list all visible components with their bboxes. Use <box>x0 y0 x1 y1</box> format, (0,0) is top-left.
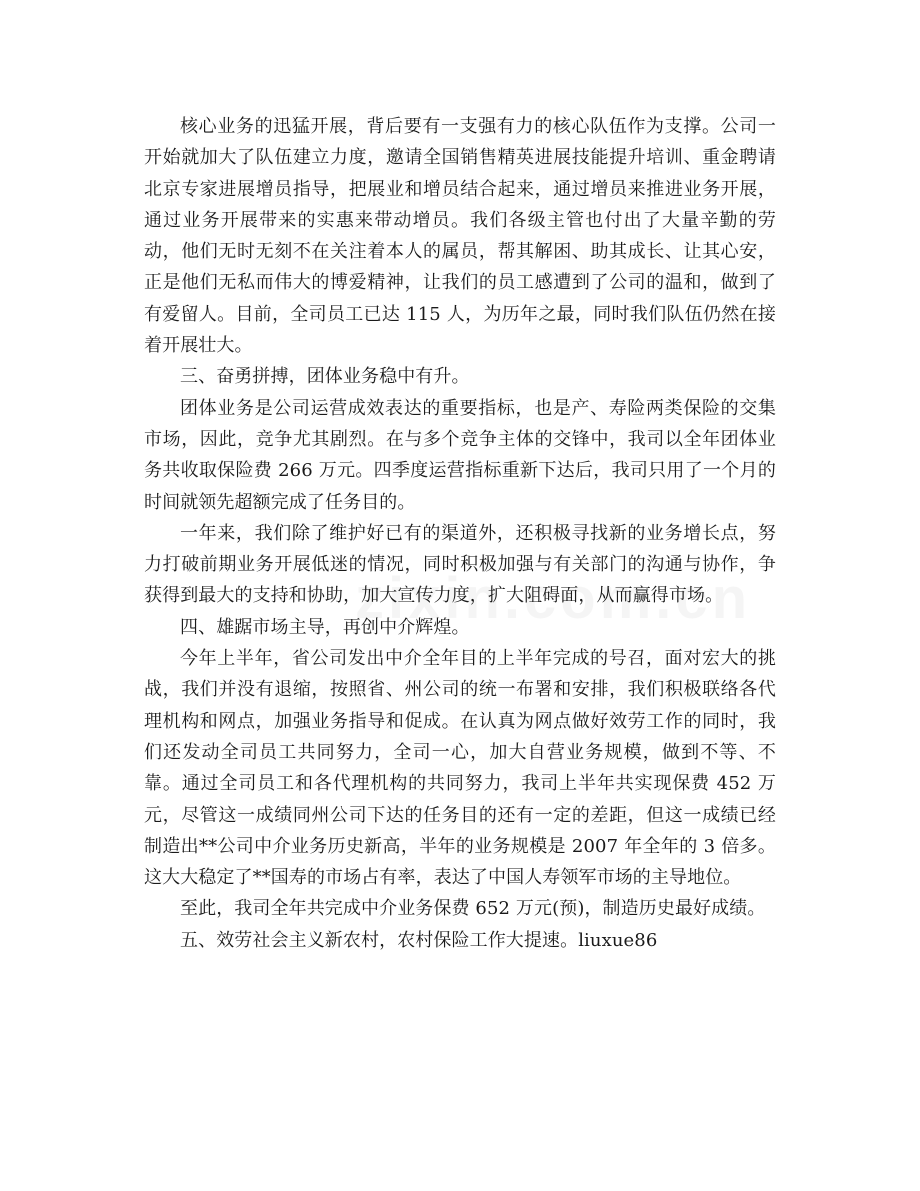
paragraph-annual-premium: 至此，我司全年共完成中介业务保费 652 万元(预)，制造历史最好成绩。 <box>180 898 766 920</box>
paragraph-intermediary: 今年上半年，省公司发出中介全年目的上半年完成的号召，面对宏大的挑战，我们并没有退缩，按照省、州公司的统一布署和安排，我们积极联络各代理机构和网点，加强业务指导和促成。在认真为网点做好效劳工作的同时，我们还发动全司员工共同努力，全司一心，加大自营业务规模，做到不等、不靠。通过全司员工和各代理机构的共同努力，我司上半年共实现保费 452 万元，尽管这一成绩同州公司下达的任务目的还有一定的差距，但这一成绩已经制造出**公司中介业务历史新高，半年的业务规模是 2007 年全年的 3 倍多。这大大稳定了**国寿的市场占有率，表达了中国人寿领军市场的主导地位。 <box>144 648 776 889</box>
paragraph-core-team: 核心业务的迅猛开展，背后要有一支强有力的核心队伍作为支撑。公司一开始就加大了队伍建立力度，邀请全国销售精英进展技能提升培训、重金聘请北京专家进展增员指导，把展业和增员结合起来，通过增员来推进业务开展，通过业务开展带来的实惠来带动增员。我们各级主管也付出了大量辛勤的劳动，他们无时无刻不在关注着本人的属员，帮其解困、助其成长、让其心安，正是他们无私而伟大的博爱精神，让我们的员工感遭到了公司的温和，做到了有爱留人。目前，全司员工已达 115 人，为历年之最，同时我们队伍仍然在接着开展壮大。 <box>144 116 776 357</box>
section-heading-rural-insurance: 五、效劳社会主义新农村，农村保险工作大提速。liuxue86 <box>180 929 658 951</box>
document-body <box>144 111 776 956</box>
section-heading-group-business: 三、奋勇拼搏，团体业务稳中有升。 <box>180 366 470 388</box>
paragraph-group-business: 团体业务是公司运营成效表达的重要指标，也是产、寿险两类保险的交集市场，因此，竞争尤其剧烈。在与多个竞争主体的交锋中，我司以全年团体业务共收取保险费 266 万元。四季度运营指标重新下达后，我司只用了一个月的时间就领先超额完成了任务目的。 <box>144 397 776 513</box>
paragraph-new-growth: 一年来，我们除了维护好已有的渠道外，还积极寻找新的业务增长点，努力打破前期业务开展低迷的情况，同时积极加强与有关部门的沟通与协作，争获得到最大的支持和协助，加大宣传力度，扩大阻碍面，从而赢得市场。 <box>144 522 776 607</box>
section-heading-intermediary: 四、雄踞市场主导，再创中介辉煌。 <box>180 616 470 638</box>
